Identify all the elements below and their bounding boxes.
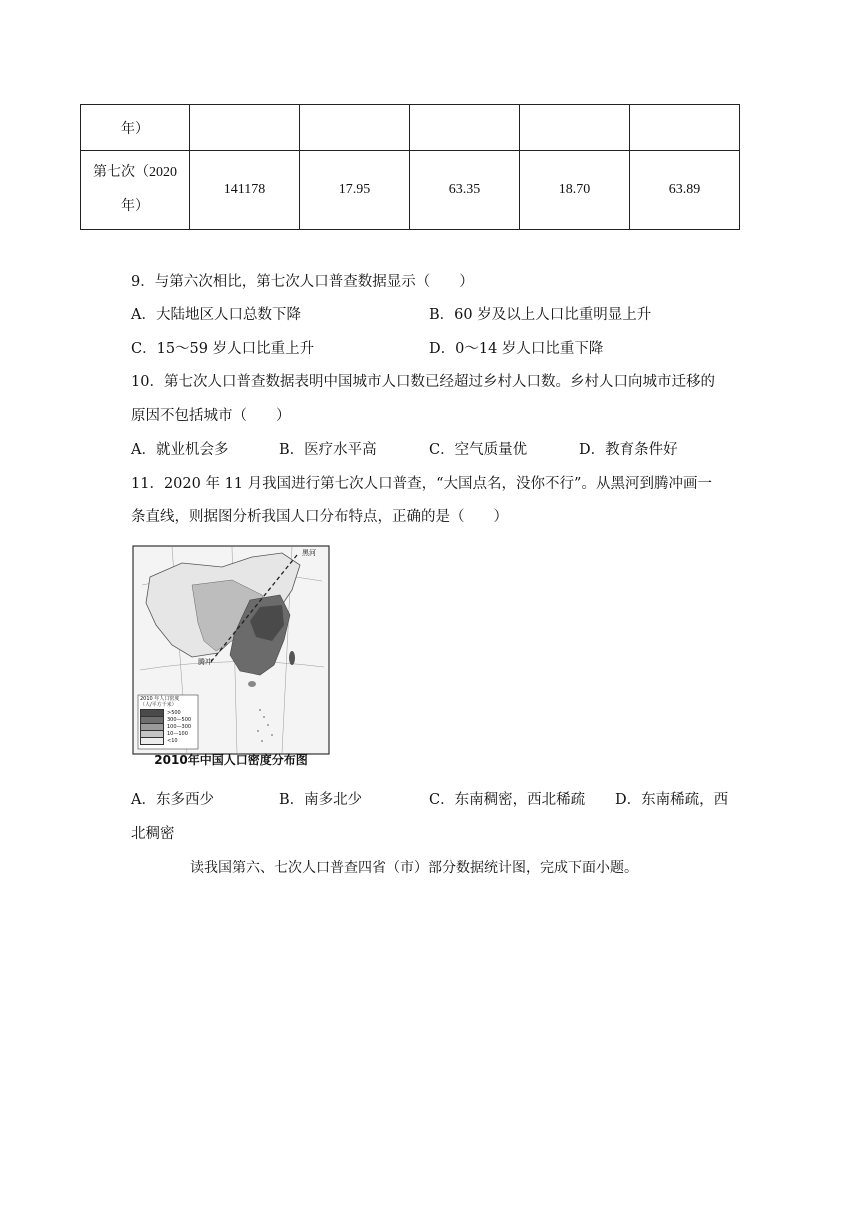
question-10-option-d[interactable]: D．教育条件好: [579, 442, 678, 458]
question-11-stem-line-1: 11．2020 年 11 月我国进行第七次人口普查，“大国点名，没你不行”。从黑河到腾冲画一: [131, 476, 712, 492]
legend-label: >500: [167, 709, 181, 716]
question-11-stem-line-2: 条直线，则据图分析我国人口分布特点，正确的是（ ）: [131, 509, 508, 525]
table-cell-period: 年）: [81, 105, 190, 151]
legend-title: 2010 年人口密度: [140, 696, 180, 702]
table-cell: 63.89: [630, 151, 740, 230]
map-caption: 2010年中国人口密度分布图: [154, 753, 308, 767]
table-cell: [410, 105, 520, 151]
table-cell: [630, 105, 740, 151]
table-cell: [520, 105, 630, 151]
legend-item: [140, 737, 191, 744]
census-table: [80, 104, 740, 230]
question-11-option-a[interactable]: A．东多西少: [131, 792, 214, 808]
next-section-intro: 读我国第六、七次人口普查四省（市）部分数据统计图，完成下面小题。: [190, 860, 638, 876]
label-heihe: 黑河: [302, 549, 316, 557]
table-cell: 18.70: [520, 151, 630, 230]
question-11-option-c[interactable]: C．东南稠密，西北稀疏: [429, 792, 586, 808]
table-cell-population: 141178: [190, 151, 300, 230]
table-cell: [190, 105, 300, 151]
table-cell: 17.95: [300, 151, 410, 230]
table-cell-period: [81, 151, 190, 230]
legend-swatch: [140, 737, 164, 745]
question-9-stem: 9．与第六次相比，第七次人口普查数据显示（ ）: [131, 274, 474, 290]
question-9-option-a[interactable]: A．大陆地区人口总数下降: [131, 307, 301, 323]
legend-list: [140, 709, 191, 744]
question-10-stem-line-2: 原因不包括城市（ ）: [131, 408, 291, 424]
legend-unit: （人/平方千米）: [140, 702, 177, 708]
legend-label: <10: [167, 737, 178, 744]
question-10-option-a[interactable]: A．就业机会多: [131, 442, 229, 458]
question-10-option-c[interactable]: C．空气质量优: [429, 442, 528, 458]
question-9-option-c[interactable]: C．15～59 岁人口比重上升: [131, 341, 315, 357]
population-density-map: [132, 545, 330, 770]
legend-label: 10—100: [167, 730, 188, 737]
question-11-option-b[interactable]: B．南多北少: [279, 792, 363, 808]
question-9-option-b[interactable]: B．60 岁及以上人口比重明显上升: [429, 307, 652, 323]
period-line-2: 年）: [121, 199, 149, 214]
label-tengchong: 腾冲: [198, 658, 212, 666]
question-11-option-d-cont: 北稠密: [131, 826, 175, 842]
legend-label: 300—500: [167, 716, 192, 723]
table-row: [81, 105, 740, 151]
question-10-option-b[interactable]: B．医疗水平高: [279, 442, 377, 458]
question-11-option-d[interactable]: D．东南稀疏，西: [615, 792, 729, 808]
period-line-1: 第七次（2020: [93, 165, 177, 180]
table-row: [81, 151, 740, 230]
question-9-option-d[interactable]: D．0～14 岁人口比重下降: [429, 341, 604, 357]
table-cell: [300, 105, 410, 151]
question-10-stem-line-1: 10．第七次人口普查数据表明中国城市人口数已经超过乡村人口数。乡村人口向城市迁移的: [131, 374, 715, 390]
table-cell: 63.35: [410, 151, 520, 230]
legend-label: 100—300: [167, 723, 192, 730]
